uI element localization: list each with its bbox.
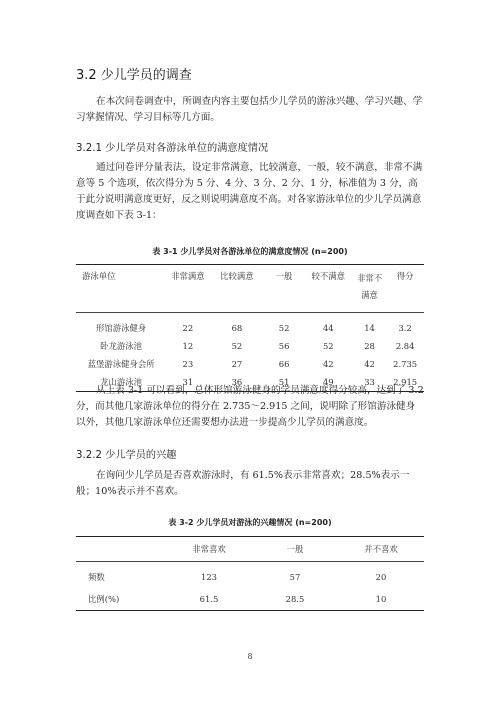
table-cell: 20 — [375, 572, 387, 582]
table-cell: 56 — [278, 341, 290, 351]
col-header: 非常不满意 — [353, 265, 386, 313]
table-row — [76, 588, 424, 611]
table-cell: 23 — [182, 359, 194, 369]
table-cell: 比例(%) — [88, 594, 120, 604]
page-number: 8 — [247, 652, 253, 661]
table-cell: 28.5 — [285, 594, 305, 604]
table-cell: 22 — [182, 323, 194, 333]
col-header: 一般 — [252, 537, 338, 562]
subsection-title-1: 3.2.1 少儿学员对各游泳单位的满意度情况 — [76, 143, 269, 154]
table-cell: 52 — [322, 341, 334, 351]
col-header: 非常喜欢 — [166, 537, 252, 562]
intro-paragraph: 在本次问卷调查中，所调查内容主要包括少儿学员的游泳兴趣、学习兴趣、学习掌握情况、学习目标等几方面。 — [76, 96, 423, 123]
satisfaction-table — [76, 264, 424, 392]
table-cell: 49 — [322, 377, 334, 387]
table-cell: 蓝堡游泳健身会所 — [87, 359, 155, 369]
table-cell: 12 — [182, 341, 194, 351]
col-header: 并不喜欢 — [338, 537, 424, 562]
table-cell: 10 — [375, 594, 387, 604]
table-cell: 51 — [278, 377, 290, 387]
table-cell: 68 — [231, 323, 243, 333]
table-cell: 频数 — [88, 572, 105, 582]
interest-paragraph: 在询问少儿学员是否喜欢游泳时，有 61.5%表示非常喜欢；28.5%表示一般；10%表示并不喜欢。 — [76, 470, 410, 497]
table-row — [76, 337, 424, 355]
table-row — [76, 562, 424, 589]
satisfaction-paragraph: 通过问卷评分量表法，设定非常满意，比较满意，一般，较不满意，非常不满意等 5 个选项，依次得分为 5 分、4 分、3 分、2 分、1 分，标准值为 3 分，高于此分说明满意度更好，反之则说明满意度不高。对各家游泳单位的少儿学员满意度调查如下表 3-1： — [76, 162, 423, 221]
table-cell: 27 — [231, 359, 243, 369]
table-cell: 2.915 — [393, 377, 418, 387]
table-cell: 36 — [231, 377, 243, 387]
table-cell: 龙山游泳池 — [100, 377, 143, 387]
subsection-title-2: 3.2.2 少儿学员的兴趣 — [76, 450, 177, 461]
table-cell: 52 — [278, 323, 290, 333]
table-cell: 28 — [364, 341, 375, 351]
col-header: 较不满意 — [304, 265, 353, 313]
table-cell: 42 — [322, 359, 334, 369]
table-cell: 2.735 — [393, 359, 418, 369]
col-header: 得分 — [386, 265, 424, 313]
table-cell: 52 — [231, 341, 243, 351]
table-row — [76, 355, 424, 373]
interest-table — [76, 536, 424, 611]
table-cell: 卧龙游泳池 — [100, 341, 143, 351]
table-header-row — [76, 265, 424, 313]
table-cell: 形馆游泳健身 — [95, 323, 147, 333]
table-cell: 3.2 — [398, 323, 412, 333]
col-header — [76, 537, 166, 562]
section-title: 3.2 少儿学员的调查 — [76, 68, 192, 83]
table-header-row — [76, 537, 424, 562]
table-cell: 123 — [201, 572, 217, 582]
table-cell: 44 — [322, 323, 334, 333]
table-cell: 2.84 — [395, 341, 415, 351]
table-row — [76, 313, 424, 338]
col-header: 比较满意 — [209, 265, 264, 313]
col-header: 游泳单位 — [76, 265, 166, 313]
table-3-1-discussion: 从上表 3-1 可以看到，总体形馆游泳健身的学员满意度得分较高，达到了 3.2 分，而其他几家游泳单位的得分在 2.735～2.915 之间，说明除了形馆游泳健身以外，其他几家游泳单位还需要想办法进一步提高少儿学员的满意度。 — [76, 385, 424, 428]
table-cell: 66 — [278, 359, 290, 369]
table-cell: 42 — [364, 359, 375, 369]
table-cell: 31 — [182, 377, 194, 387]
table-3-1-caption: 表 3-1 少儿学员对各游泳单位的满意度情况 (n=200) — [152, 247, 348, 256]
table-3-2-caption: 表 3-2 少儿学员对游泳的兴趣情况 (n=200) — [168, 518, 332, 527]
table-cell: 33 — [364, 377, 375, 387]
col-header: 一般 — [264, 265, 303, 313]
table-cell: 61.5 — [199, 594, 219, 604]
table-cell: 14 — [364, 323, 375, 333]
table-cell: 57 — [289, 572, 301, 582]
col-header: 非常满意 — [166, 265, 209, 313]
